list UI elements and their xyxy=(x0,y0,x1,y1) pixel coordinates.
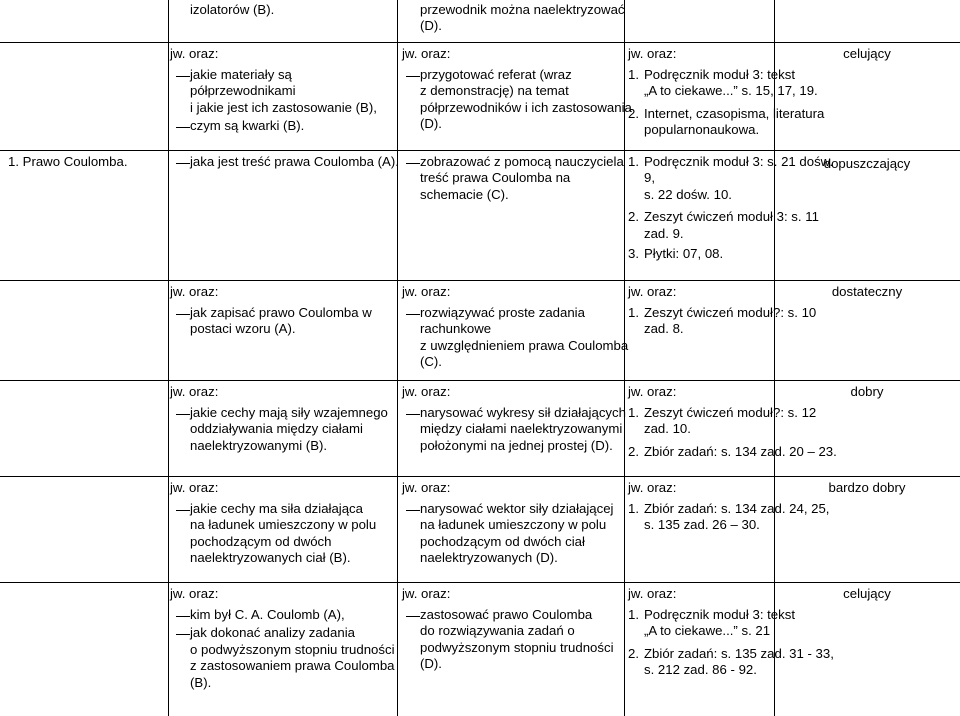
list-item-text: i jakie jest ich zastosowanie (B), xyxy=(190,99,377,115)
list-dash xyxy=(406,616,420,617)
list-number: 1. xyxy=(628,501,639,516)
list-item-text: Podręcznik moduł 3: tekst xyxy=(644,67,795,82)
column-head: jw. oraz: xyxy=(628,480,677,495)
list-dash xyxy=(176,634,190,635)
list-number: 2. xyxy=(628,443,639,459)
list-item-text: treść prawa Coulomba na xyxy=(420,170,571,186)
list-item-text: Zeszyt ćwiczeń moduł?: s. 12 xyxy=(644,405,817,420)
list-item-text: (D). xyxy=(420,18,442,33)
list-number: 2. xyxy=(628,209,639,225)
column-head: jw. oraz: xyxy=(402,284,451,299)
column-head: jw. oraz: xyxy=(402,384,451,399)
list-dash xyxy=(176,127,190,128)
list-item-text: Internet, czasopisma, literatura xyxy=(644,105,825,121)
list-number: 1. xyxy=(628,405,639,420)
list-item-text: między ciałami naelektryzowanymi xyxy=(420,421,623,437)
row-border xyxy=(0,476,960,477)
column-head: jw. oraz: xyxy=(628,384,677,399)
column-head: jw. oraz: xyxy=(170,284,219,299)
list-dash xyxy=(406,76,420,77)
list-item-text: Podręcznik moduł 3: tekst xyxy=(644,607,795,622)
list-number: 1. xyxy=(628,154,639,169)
list-dash xyxy=(406,414,420,415)
list-item-text: 9, xyxy=(644,170,655,186)
list-dash xyxy=(176,414,190,415)
list-item-text: pochodzącym od dwóch xyxy=(190,533,332,549)
list-item-text: zad. 10. xyxy=(644,421,691,437)
column-head: jw. oraz: xyxy=(170,480,219,495)
column-border xyxy=(397,0,398,716)
column-head: jw. oraz: xyxy=(402,586,451,601)
list-item-text: na ładunek umieszczony w polu xyxy=(420,517,607,533)
row-border xyxy=(0,42,960,43)
row-border xyxy=(0,150,960,151)
grade-label: celujący xyxy=(843,586,891,601)
column-head: jw. oraz: xyxy=(628,284,677,299)
grade-label: bardzo dobry xyxy=(828,480,906,495)
list-item-text: półprzewodników i ich zastosowania xyxy=(420,99,632,115)
row-border xyxy=(0,582,960,583)
list-item-text: położonymi na jednej prostej (D). xyxy=(420,437,613,453)
list-item-text: jakie cechy mają siły wzajemnego xyxy=(190,405,388,420)
list-item-text: (C). xyxy=(420,354,442,370)
list-item-text: z zastosowaniem prawa Coulomba xyxy=(190,658,395,674)
list-item-text: zad. 9. xyxy=(644,225,684,241)
list-item-text: z demonstrację) na temat xyxy=(420,83,569,99)
list-number: 1. xyxy=(628,67,639,82)
list-item-text: popularnonaukowa. xyxy=(644,122,760,138)
list-number: 2. xyxy=(628,105,639,121)
column-head: jw. oraz: xyxy=(402,480,451,495)
list-number: 1. xyxy=(628,305,639,320)
list-item-text: „A to ciekawe...” s. 21 xyxy=(644,623,771,639)
column-head: jw. oraz: xyxy=(628,586,677,601)
list-item-text: zastosować prawo Coulomba xyxy=(420,607,593,622)
list-item-text: s. 22 dośw. 10. xyxy=(644,186,732,202)
list-item-text: zobrazować z pomocą nauczyciela xyxy=(420,154,624,169)
list-item-text: zad. 8. xyxy=(644,321,684,337)
column-head: jw. oraz: xyxy=(402,46,451,61)
list-item-text: przygotować referat (wraz xyxy=(420,67,572,82)
list-item-text: kim był C. A. Coulomb (A), xyxy=(190,607,345,622)
list-item-text: Podręcznik moduł 3: s. 21 dośw. xyxy=(644,154,834,169)
list-item-text: izolatorów (B). xyxy=(190,2,275,17)
list-item-text: rozwiązywać proste zadania xyxy=(420,305,585,320)
list-item-text: z uwzględnieniem prawa Coulomba xyxy=(420,337,629,353)
topic-label: 1. Prawo Coulomba. xyxy=(8,154,128,169)
list-item-text: na ładunek umieszczony w polu xyxy=(190,517,377,533)
list-item-text: naelektryzowanych ciał (B). xyxy=(190,550,351,566)
list-item-text: podwyższonym stopniu trudności xyxy=(420,639,614,655)
list-number: 3. xyxy=(628,246,639,261)
list-item-text: postaci wzoru (A). xyxy=(190,321,296,337)
column-head: jw. oraz: xyxy=(170,46,219,61)
list-item-text: Zbiór zadań: s. 135 zad. 31 - 33, xyxy=(644,645,834,661)
list-item-text: naelektryzowanymi (B). xyxy=(190,437,328,453)
row-border xyxy=(0,380,960,381)
list-item-text: Zbiór zadań: s. 134 zad. 24, 25, xyxy=(644,501,830,516)
list-dash xyxy=(176,616,190,617)
grade-label: dobry xyxy=(850,384,884,399)
list-item-text: Zeszyt ćwiczeń moduł?: s. 10 xyxy=(644,305,817,320)
list-dash xyxy=(176,76,190,77)
list-item-text: półprzewodnikami xyxy=(190,83,296,99)
grade-label: dostateczny xyxy=(831,284,903,299)
column-head: jw. oraz: xyxy=(170,384,219,399)
list-item-text: pochodzącym od dwóch ciał xyxy=(420,533,585,549)
list-dash xyxy=(176,314,190,315)
list-item-text: jaka jest treść prawa Coulomba (A). xyxy=(190,154,399,169)
column-head: jw. oraz: xyxy=(170,586,219,601)
list-item-text: „A to ciekawe...” s. 15, 17, 19. xyxy=(644,83,818,99)
list-item-text: s. 135 zad. 26 – 30. xyxy=(644,517,760,533)
list-item-text: czym są kwarki (B). xyxy=(190,118,305,134)
list-item-text: s. 212 zad. 86 - 92. xyxy=(644,662,757,678)
list-item-text: narysować wektor siły działającej xyxy=(420,501,614,516)
row-border xyxy=(0,280,960,281)
list-item-text: schemacie (C). xyxy=(420,186,509,202)
list-number: 2. xyxy=(628,645,639,661)
list-item-text: oddziaływania między ciałami xyxy=(190,421,363,437)
column-border xyxy=(168,0,169,716)
list-item-text: jak zapisać prawo Coulomba w xyxy=(190,305,372,320)
list-dash xyxy=(406,163,420,164)
list-dash xyxy=(406,510,420,511)
column-head: jw. oraz: xyxy=(628,46,677,61)
list-item-text: przewodnik można naelektryzować xyxy=(420,2,625,17)
list-dash xyxy=(176,163,190,164)
list-item-text: jakie materiały są xyxy=(190,67,292,82)
list-number: 1. xyxy=(628,607,639,622)
list-item-text: naelektryzowanych (D). xyxy=(420,550,558,566)
list-item-text: rachunkowe xyxy=(420,321,492,337)
list-item-text: Zbiór zadań: s. 134 zad. 20 – 23. xyxy=(644,443,837,459)
list-item-text: jakie cechy ma siła działająca xyxy=(190,501,363,516)
list-dash xyxy=(176,510,190,511)
list-item-text: (D). xyxy=(420,116,442,132)
list-dash xyxy=(406,314,420,315)
list-item-text: (B). xyxy=(190,674,212,690)
list-item-text: o podwyższonym stopniu trudności xyxy=(190,641,395,657)
list-item-text: do rozwiązywania zadań o xyxy=(420,623,575,639)
list-item-text: narysować wykresy sił działających xyxy=(420,405,626,420)
grade-label: dopuszczający xyxy=(823,156,911,171)
list-item-text: jak dokonać analizy zadania xyxy=(190,625,355,641)
grade-label: celujący xyxy=(843,46,891,61)
list-item-text: Płytki: 07, 08. xyxy=(644,246,724,261)
list-item-text: (D). xyxy=(420,656,442,672)
list-item-text: Zeszyt ćwiczeń moduł 3: s. 11 xyxy=(644,209,819,225)
